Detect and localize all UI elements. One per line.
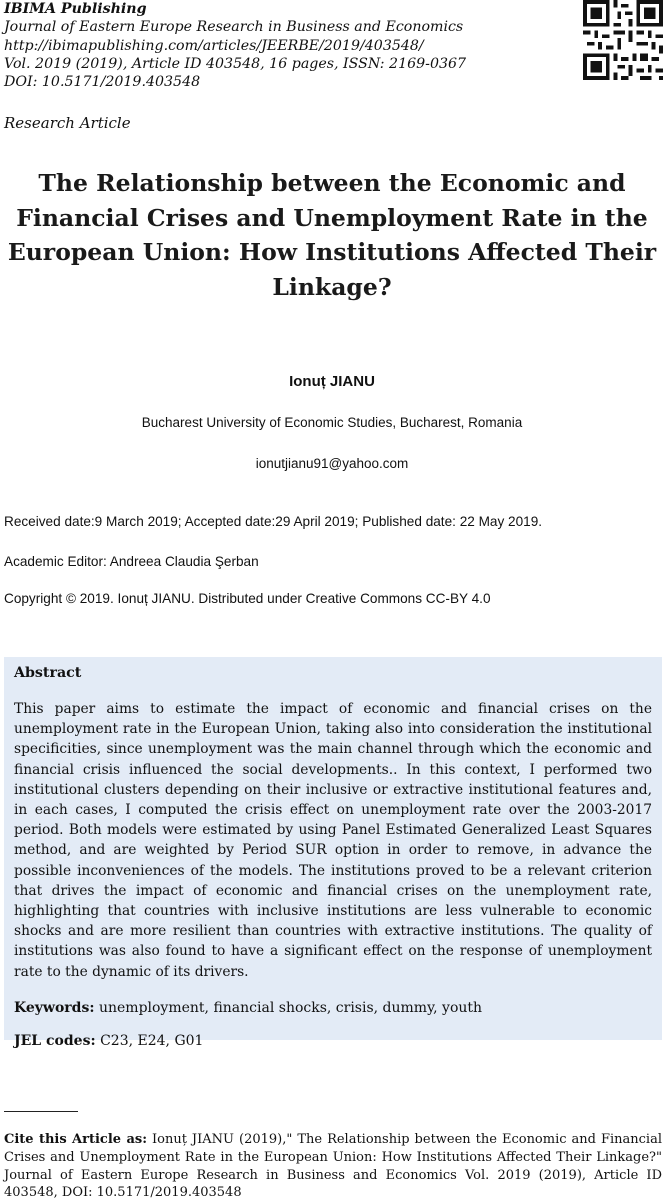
journal-name: Journal of Eastern Europe Research in Business and Economics	[4, 19, 464, 36]
keywords	[14, 1000, 652, 1016]
keywords-label: Keywords:	[14, 999, 95, 1016]
keywords-value: unemployment, financial shocks, crisis, dummy, youth	[98, 999, 483, 1016]
jel-label: JEL codes:	[14, 1032, 96, 1049]
doi: DOI: 10.5171/2019.403548	[4, 74, 201, 91]
academic-editor: Academic Editor: Andreea Claudia Şerban	[4, 554, 259, 569]
copyright-notice: Copyright © 2019. Ionuț JIANU. Distributed under Creative Commons CC-BY 4.0	[4, 591, 491, 606]
publication-dates: Received date:9 March 2019; Accepted date:29 April 2019; Published date: 22 May 2019.	[4, 514, 543, 529]
jel-codes	[14, 1033, 652, 1049]
jel-value: C23, E24, G01	[100, 1032, 204, 1049]
citation-text: Ionuț JIANU (2019)," The Relationship between the Economic and Financial Crises and Unemployment Rate in the European Union: How Institutions Affected Their Linkage?" Journal of Eastern Europe Research in Business and Economics Vol. 2019 (2019), Article ID 403548, DOI: 10.5171/2019.403548	[4, 1132, 662, 1201]
abstract-text: This paper aims to estimate the impact of economic and financial crises on the unemployment rate in the European Union, taking also into consideration the institutional specificities, since unemployment was the main channel through which the economic and financial crisis influenced the social developments.. In this context, I performed two institutional clusters depending on their inclusive or extractive institutional features and, in each cases, I computed the crisis effect on unemployment rate over the 2003-2017 period. Both models were estimated by using Panel Estimated Generalized Least Squares method, and are weighted by Period SUR option in order to remove, in advance the possible inconveniences of the models. The institutions proved to be a relevant criterion that drives the impact of economic and financial crises on the unemployment rate, highlighting that countries with inclusive institutions are less vulnerable to economic shocks and are more resilient than countries with extractive institutions. The quality of institutions was also found to have a significant effect on the response of unemployment rate to the dynamic of its drivers.	[14, 701, 652, 980]
qr-code-icon	[583, 0, 663, 80]
publisher-name: IBIMA Publishing	[4, 1, 147, 17]
footnote-divider	[4, 1111, 78, 1112]
author-name: Ionuț JIANU	[289, 373, 375, 390]
article-type: Research Article	[4, 114, 131, 132]
abstract-box	[4, 657, 662, 1049]
abstract-heading: Abstract	[14, 665, 82, 681]
article-url[interactable]: http://ibimapublishing.com/articles/JEERBE/2019/403548/	[4, 37, 424, 54]
paper-title: The Relationship between the Economic and Financial Crises and Unemployment Rate in the European Union: How Institutions Affected Their Linkage?	[7, 169, 657, 301]
journal-header	[4, 0, 466, 91]
citation-label: Cite this Article as:	[4, 1132, 147, 1147]
volume-info: Vol. 2019 (2019), Article ID 403548, 16 pages, ISSN: 2169-0367	[4, 55, 467, 72]
citation	[4, 1131, 662, 1202]
author-affiliation: Bucharest University of Economic Studies, Bucharest, Romania	[141, 415, 523, 430]
author-email[interactable]: ionutjianu91@yahoo.com	[255, 456, 409, 471]
